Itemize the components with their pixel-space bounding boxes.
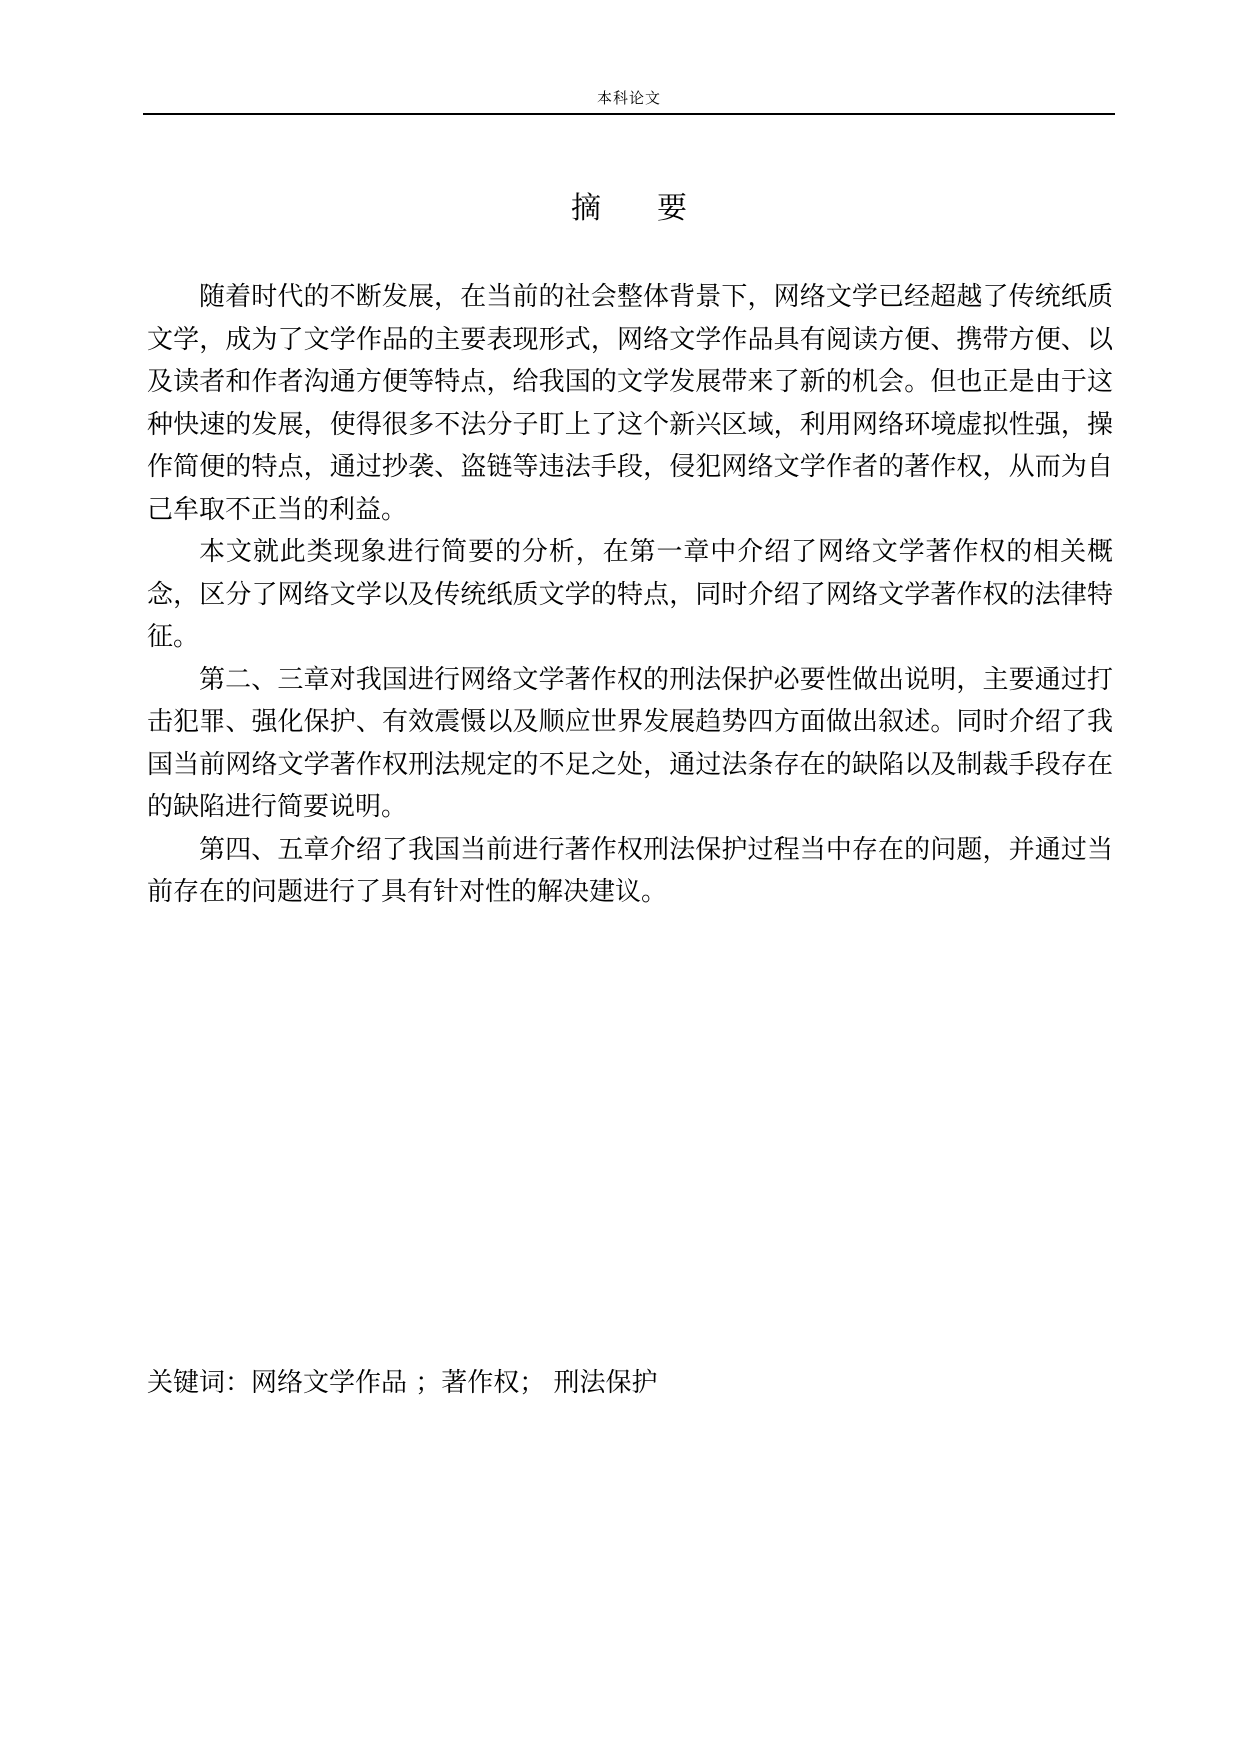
abstract-paragraph-2: 本文就此类现象进行简要的分析，在第一章中介绍了网络文学著作权的相关概念，区分了网络文学以及传统纸质文学的特点，同时介绍了网络文学著作权的法律特征。 <box>147 537 1113 652</box>
keywords-text: 网络文学作品 ；著作权； 刑法保护 <box>251 1368 658 1398</box>
abstract-body <box>147 276 1113 914</box>
abstract-title: 摘要 <box>571 191 743 226</box>
keywords-label: 关键词： <box>147 1368 252 1398</box>
abstract-paragraph-4: 第四、五章介绍了我国当前进行著作权刑法保护过程当中存在的问题，并通过当前存在的问题进行了具有针对性的解决建议。 <box>147 834 1113 907</box>
header-rule <box>143 113 1115 115</box>
running-header: 本科论文 <box>596 89 661 107</box>
abstract-paragraph-1: 随着时代的不断发展，在当前的社会整体背景下，网络文学已经超越了传统纸质文学，成为了文学作品的主要表现形式，网络文学作品具有阅读方便、携带方便、以及读者和作者沟通方便等特点，给我国的文学发展带来了新的机会。但也正是由于这种快速的发展，使得很多不法分子盯上了这个新兴区域，利用网络环境虚拟性强，操作简便的特点，通过抄袭、盗链等违法手段，侵犯网络文学作者的著作权，从而为自己牟取不正当的利益。 <box>147 282 1113 525</box>
abstract-paragraph-3: 第二、三章对我国进行网络文学著作权的刑法保护必要性做出说明，主要通过打击犯罪、强化保护、有效震慑以及顺应世界发展趋势四方面做出叙述。同时介绍了我国当前网络文学著作权刑法规定的不足之处，通过法条存在的缺陷以及制裁手段存在的缺陷进行简要说明。 <box>147 664 1113 822</box>
keywords-line <box>147 1362 1113 1404</box>
